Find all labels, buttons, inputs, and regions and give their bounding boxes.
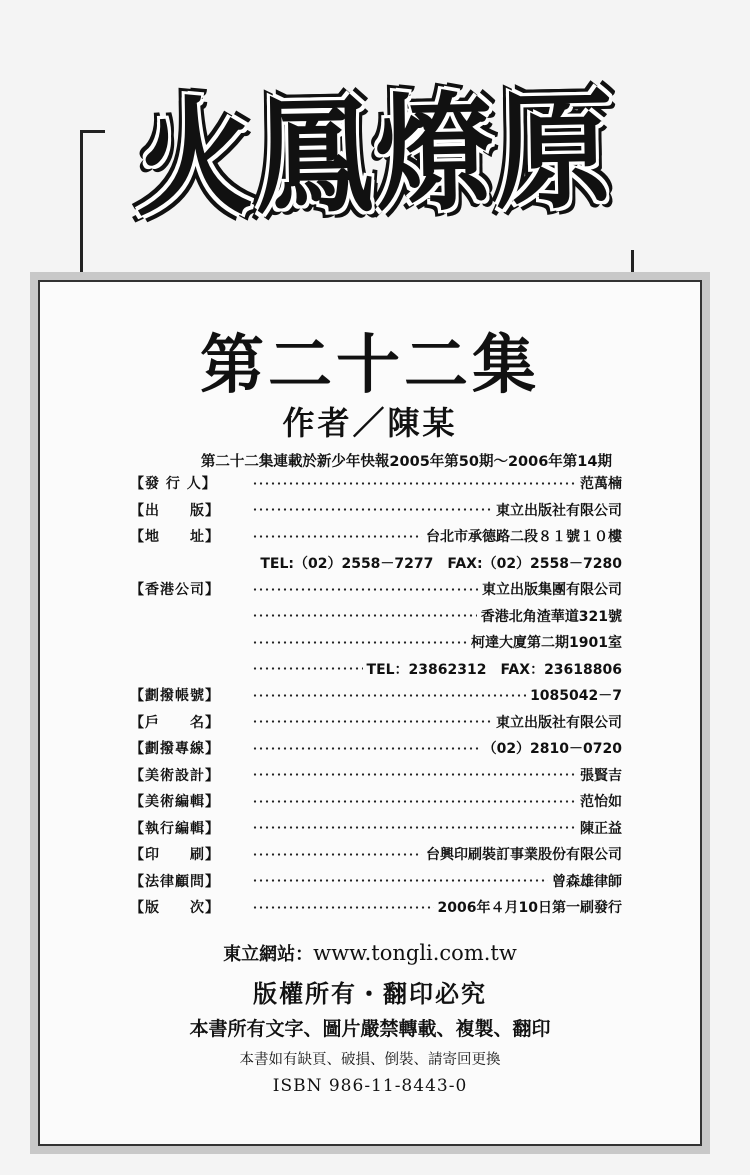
credit-value: 2006年４月10日第一刷發行 <box>437 900 622 917</box>
isbn: ISBN 986-11-8443-0 <box>272 1076 468 1096</box>
credit-label: 【香港公司】 <box>130 582 220 599</box>
dot-leader <box>252 906 434 909</box>
credits-list <box>130 470 622 921</box>
credit-value: 台興印刷裝訂事業股份有限公司 <box>426 847 622 864</box>
credit-label: 【美術編輯】 <box>130 794 220 811</box>
credit-label: 【發 行 人】 <box>130 476 217 493</box>
series-logo <box>105 60 645 250</box>
dot-leader <box>252 800 576 803</box>
author-line: 作者／陳某 <box>282 404 458 442</box>
credit-row <box>130 470 622 497</box>
credit-value: 香港北角渣華道321號 <box>480 608 622 625</box>
credit-value: 台北市承德路二段８１號１０樓 <box>426 529 622 546</box>
credit-value: 范萬楠 <box>580 476 622 493</box>
dot-leader <box>252 535 422 538</box>
dot-leader <box>252 667 363 670</box>
dot-leader <box>252 747 479 750</box>
credit-row <box>130 523 622 550</box>
series-title: 火鳳燎原 <box>133 75 617 235</box>
credit-row <box>130 709 622 736</box>
dot-leader <box>252 853 422 856</box>
credit-row <box>130 841 622 868</box>
dot-leader <box>252 720 492 723</box>
volume-title: 第二十二集 <box>200 328 540 403</box>
dot-leader <box>252 879 548 882</box>
credit-label: 【美術設計】 <box>130 767 220 784</box>
credit-label: 【印 刷】 <box>130 847 220 864</box>
dot-leader <box>252 826 576 829</box>
serialization-note: 第二十二集連載於新少年快報2005年第50期～2006年第14期 <box>200 454 612 470</box>
colophon-box <box>30 272 710 1154</box>
credit-row <box>130 497 622 524</box>
credit-row <box>130 735 622 762</box>
rights-notice: 版權所有・翻印必究 <box>253 979 487 1008</box>
dot-leader <box>252 694 526 697</box>
dot-leader <box>252 482 576 485</box>
colophon-inner <box>38 280 702 1146</box>
credit-row <box>130 682 622 709</box>
credit-row <box>130 603 622 630</box>
credit-row <box>130 788 622 815</box>
website-label: 東立網站： <box>223 944 314 965</box>
credit-value: 柯達大廈第二期1901室 <box>471 635 622 652</box>
credit-label: 【劃撥帳號】 <box>130 688 220 705</box>
credit-value: 曾森雄律師 <box>552 873 622 890</box>
credit-value: 東立出版社有限公司 <box>496 502 622 519</box>
credit-label: 【出 版】 <box>130 502 220 519</box>
credit-value: 張賢吉 <box>580 767 622 784</box>
credit-row <box>130 815 622 842</box>
credit-value: 東立出版社有限公司 <box>496 714 622 731</box>
dot-leader <box>252 508 492 511</box>
credit-row <box>130 576 622 603</box>
credit-row <box>130 656 622 683</box>
credit-label: 【地 址】 <box>130 529 220 546</box>
credit-value: 1085042－7 <box>530 688 622 705</box>
credit-value: TEL:（02）2558－7277 FAX:（02）2558－7280 <box>260 555 622 572</box>
credit-value: 東立出版集團有限公司 <box>482 582 622 599</box>
credit-row <box>130 550 622 577</box>
website-line[interactable] <box>40 940 700 966</box>
credit-row <box>130 629 622 656</box>
dot-leader <box>252 641 467 644</box>
defect-notice: 本書如有缺頁、破損、倒裝、請寄回更換 <box>239 1052 501 1068</box>
dot-leader <box>252 588 478 591</box>
dot-leader <box>252 773 576 776</box>
credit-label: 【戶 名】 <box>130 714 220 731</box>
credit-label: 【法律顧問】 <box>130 873 220 890</box>
website-url[interactable]: www.tongli.com.tw <box>313 941 517 965</box>
credit-label: 【劃撥專線】 <box>130 741 220 758</box>
credit-row <box>130 894 622 921</box>
credit-value: （02）2810－0720 <box>482 741 622 758</box>
dot-leader <box>252 614 477 617</box>
credit-row <box>130 762 622 789</box>
copy-warning: 本書所有文字、圖片嚴禁轉載、複製、翻印 <box>189 1018 551 1040</box>
credit-label: 【版 次】 <box>130 900 220 917</box>
credit-value: TEL：23862312 FAX：23618806 <box>366 661 622 678</box>
credit-row <box>130 868 622 895</box>
credit-value: 陳正益 <box>580 820 622 837</box>
credit-label: 【執行編輯】 <box>130 820 220 837</box>
credit-value: 范怡如 <box>580 794 622 811</box>
